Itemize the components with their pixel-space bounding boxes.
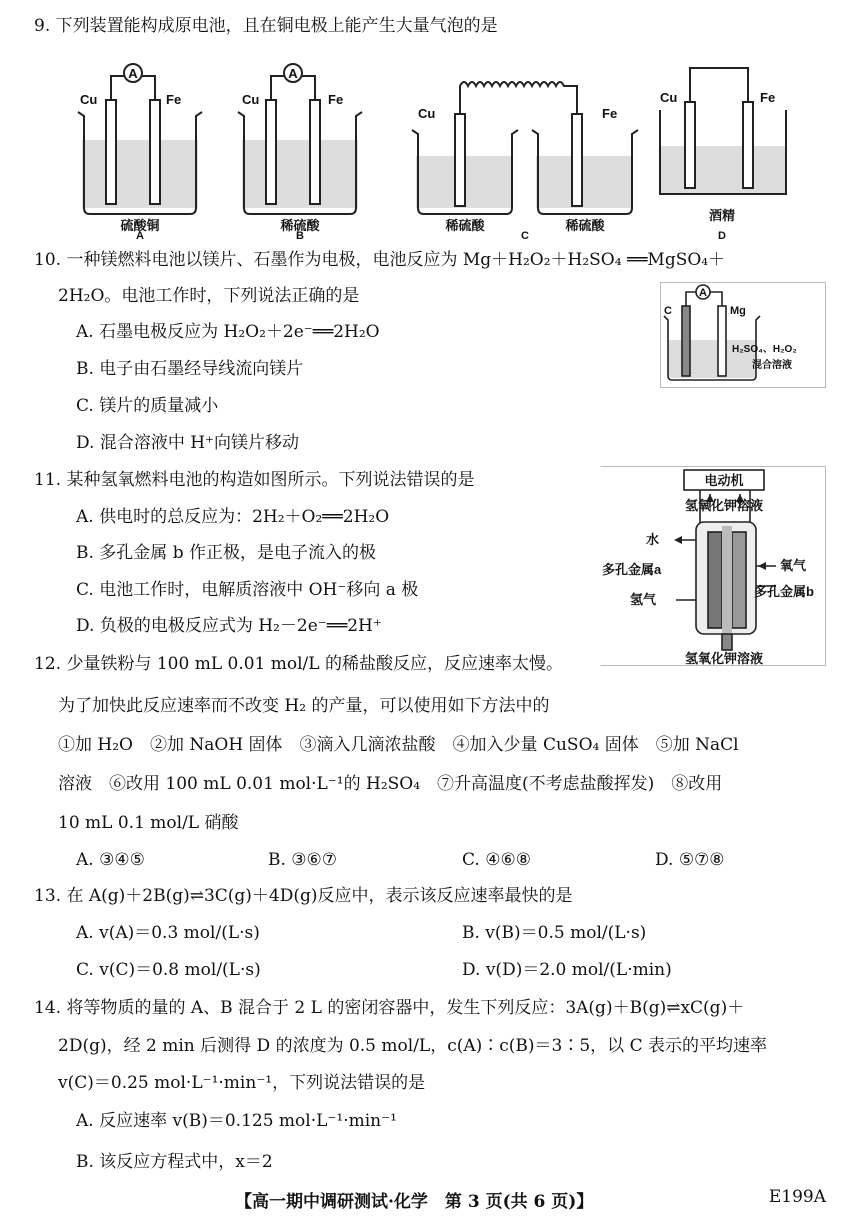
q9-a-fe-label: Fe	[166, 92, 182, 107]
q10-mg-label: Mg	[730, 305, 746, 317]
q14-stem-line-3: v(C)＝0.25 mol·L⁻¹·min⁻¹，下列说法错误的是	[58, 1073, 426, 1093]
q9-option-a: A	[136, 230, 144, 240]
q11-water-label: 水	[646, 532, 660, 547]
q14-option-b: B. 该反应方程式中，x＝2	[76, 1152, 273, 1172]
q9-d-solution: 酒精	[708, 208, 736, 223]
q9-c-fe-label: Fe	[602, 106, 618, 121]
q10-figure	[660, 282, 826, 388]
q9-b-fe-label: Fe	[328, 92, 344, 107]
q13-stem: 13. 在 A(g)＋2B(g)⇌3C(g)＋4D(g)反应中，表示该反应速率最快的是	[34, 886, 573, 906]
q11-stem: 11. 某种氢氧燃料电池的构造如图所示。下列说法错误的是	[34, 470, 475, 490]
q9-b-cu-label: Cu	[242, 92, 260, 107]
q9-meter-a-label: A	[128, 66, 138, 81]
q13-option-d: D. v(D)＝2.0 mol/(L·min)	[462, 960, 672, 980]
q9-d-cu-label: Cu	[660, 90, 678, 105]
q11-metal-b-label: 多孔金属b	[754, 584, 814, 599]
q13-option-a: A. v(A)＝0.3 mol/(L·s)	[76, 923, 260, 943]
q10-solution-label-1: H₂SO₄、H₂O₂	[732, 344, 797, 355]
q9-a-solution: 硫酸铜	[120, 218, 160, 233]
q12-methods-line-3: 10 mL 0.1 mol/L 硝酸	[58, 813, 239, 833]
q12-stem-line-1: 12. 少量铁粉与 100 mL 0.01 mol/L 的稀盐酸反应，反应速率太慢。	[34, 654, 563, 674]
q9-c-solution-1: 稀硫酸	[445, 218, 485, 233]
q12-option-b: B. ③⑥⑦	[268, 850, 338, 870]
q11-option-d: D. 负极的电极反应式为 H₂－2e⁻══2H⁺	[76, 616, 382, 636]
page-footer-code: E199A	[768, 1187, 826, 1207]
q12-option-a: A. ③④⑤	[76, 850, 145, 870]
q9-option-c: C	[521, 230, 529, 240]
q14-stem-line-2: 2D(g)，经 2 min 后测得 D 的浓度为 0.5 mol/L，c(A)∶c(B)＝3∶5，以 C 表示的平均速率	[58, 1036, 768, 1056]
q12-option-d: D. ⑤⑦⑧	[655, 850, 725, 870]
q11-option-b: B. 多孔金属 b 作正极，是电子流入的极	[76, 543, 376, 563]
q10-c-label: C	[664, 305, 672, 317]
q12-methods-line-2: 溶液 ⑥改用 100 mL 0.01 mol·L⁻¹的 H₂SO₄ ⑦升高温度(不考虑盐酸挥发) ⑧改用	[58, 774, 723, 794]
q10-option-d: D. 混合溶液中 H⁺向镁片移动	[76, 433, 300, 453]
q11-option-a: A. 供电时的总反应为：2H₂＋O₂══2H₂O	[76, 507, 390, 527]
q9-option-d: D	[718, 230, 726, 240]
q10-option-c: C. 镁片的质量减小	[76, 396, 219, 416]
q11-motor-label: 电动机	[704, 473, 744, 488]
q14-option-a: A. 反应速率 v(B)＝0.125 mol·L⁻¹·min⁻¹	[76, 1111, 397, 1131]
q12-stem-line-2: 为了加快此反应速率而不改变 H₂ 的产量，可以使用如下方法中的	[58, 696, 550, 716]
q11-figure	[600, 466, 826, 666]
q10-option-a: A. 石墨电极反应为 H₂O₂＋2e⁻══2H₂O	[76, 322, 380, 342]
q9-c-cu-label: Cu	[418, 106, 436, 121]
q11-metal-a-label: 多孔金属a	[602, 562, 662, 577]
q14-stem-line-1: 14. 将等物质的量的 A、B 混合于 2 L 的密闭容器中，发生下列反应：3A(g)＋B(g)⇌xC(g)＋	[34, 998, 745, 1018]
q11-option-c: C. 电池工作时，电解质溶液中 OH⁻移向 a 极	[76, 580, 419, 600]
q11-koh-top-label: 氢氧化钾溶液	[684, 498, 764, 513]
q9-a-cu-label: Cu	[80, 92, 98, 107]
q12-methods-line-1: ①加 H₂O ②加 NaOH 固体 ③滴入几滴浓盐酸 ④加入少量 CuSO₄ 固体 ⑤加 NaCl	[58, 735, 739, 755]
page-footer-title: 【高一期中调研测试·化学 第 3 页(共 6 页)】	[235, 1192, 594, 1212]
q9-meter-b-label: A	[288, 66, 298, 81]
q9-option-b: B	[296, 230, 304, 240]
q13-option-b: B. v(B)＝0.5 mol/(L·s)	[462, 923, 647, 943]
q9-d-fe-label: Fe	[760, 90, 776, 105]
q9-stem: 9. 下列装置能构成原电池，且在铜电极上能产生大量气泡的是	[34, 16, 498, 36]
q10-stem-line-1: 10. 一种镁燃料电池以镁片、石墨作为电极，电池反应为 Mg＋H₂O₂＋H₂SO₄ ══MgSO₄＋	[34, 250, 726, 270]
q12-option-c: C. ④⑥⑧	[462, 850, 531, 870]
q13-option-c: C. v(C)＝0.8 mol/(L·s)	[76, 960, 261, 980]
q11-koh-bottom-label: 氢氧化钾溶液	[684, 651, 764, 666]
q10-solution-label-2: 混合溶液	[752, 360, 792, 371]
q9-b-solution: 稀硫酸	[280, 218, 320, 233]
q11-hydrogen-label: 氢气	[630, 592, 657, 607]
q9-figure	[70, 50, 790, 240]
q10-option-b: B. 电子由石墨经导线流向镁片	[76, 359, 304, 379]
q10-meter-label: A	[699, 287, 707, 299]
q9-c-solution-2: 稀硫酸	[565, 218, 605, 233]
q11-oxygen-label: 氧气	[780, 558, 807, 573]
q10-stem-line-2: 2H₂O。电池工作时，下列说法正确的是	[58, 286, 360, 306]
